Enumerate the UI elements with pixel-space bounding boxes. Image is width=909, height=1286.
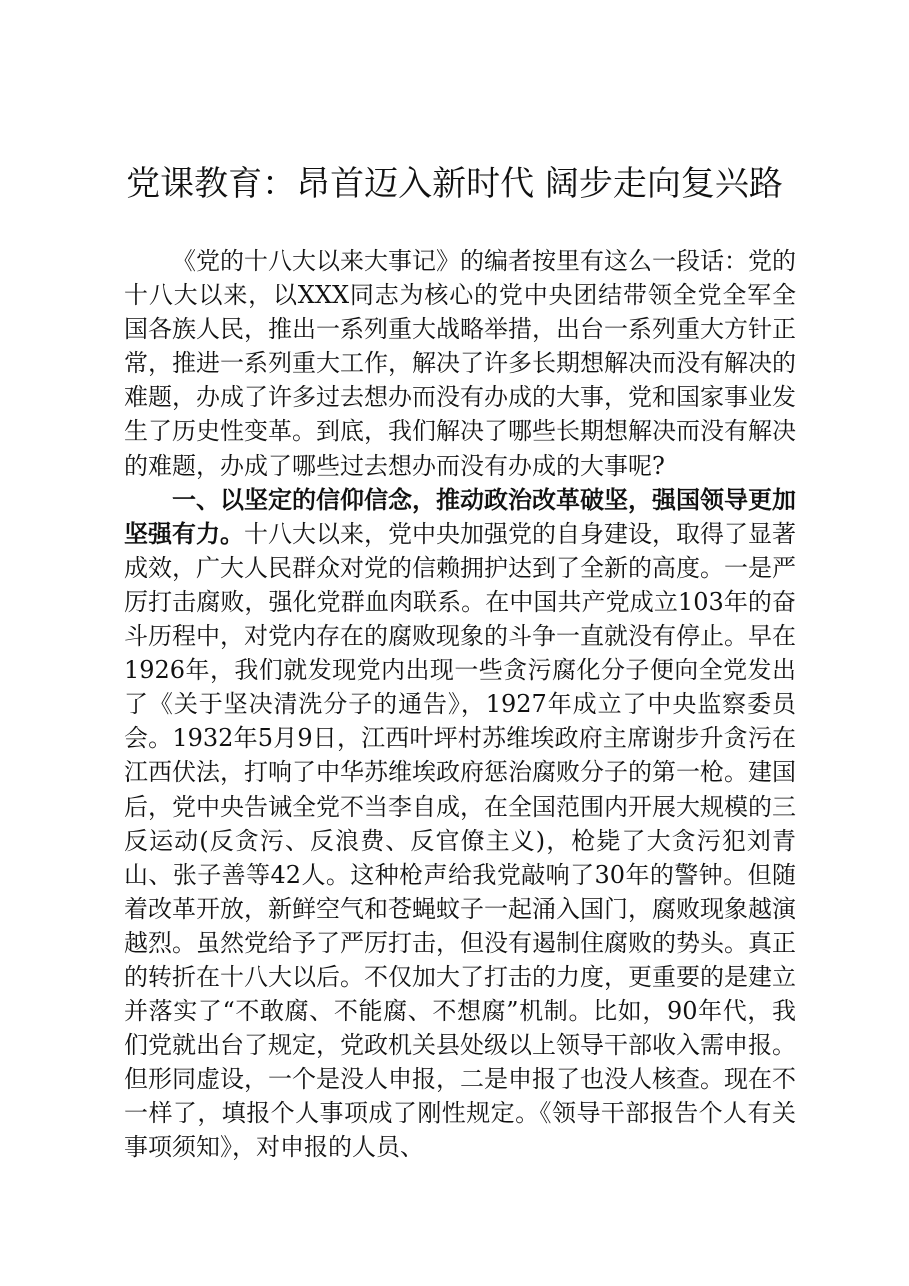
document-body <box>124 244 796 1165</box>
intro-paragraph: 《党的十八大以来大事记》的编者按里有这么一段话：党的十八大以来，以XXX同志为核心的党中央团结带领全党全军全国各族人民，推出一系列重大战略举措，出台一系列重大方针正常，推进一系列重大工作，解决了许多长期想解决而没有解决的难题，办成了许多过去想办而没有办成的大事，党和国家事业发生了历史性变革。到底，我们解决了哪些长期想解决而没有解决的难题，办成了哪些过去想办而没有办成的大事呢? <box>124 247 796 480</box>
section-1-heading: 一、以坚定的信仰信念，推动政治改革破坚，强国领导更加坚强有力。 <box>124 485 796 548</box>
document-title: 党课教育：昂首迈入新时代 阔步走向复兴路 <box>126 164 783 204</box>
section-1-body: 十八大以来，党中央加强党的自身建设，取得了显著成效，广大人民群众对党的信赖拥护达到了全新的高度。一是严厉打击腐败，强化党群血肉联系。在中国共产党成立103年的奋斗历程中，对党内存在的腐败现象的斗争一直就没有停止。早在1926年，我们就发现党内出现一些贪污腐化分子便向全党发出了《关于坚决清洗分子的通告》，1927年成立了中央监察委员会。1932年5月9日，江西叶坪村苏维埃政府主席谢步升贪污在江西伏法，打响了中华苏维埃政府惩治腐败分子的第一枪。建国后，党中央告诫全党不当李自成，在全国范围内开展大规模的三反运动(反贪污、反浪费、反官僚主义)，枪毙了大贪污犯刘青山、张子善等42人。这种枪声给我党敲响了30年的警钟。但随着改革开放，新鲜空气和苍蝇蚊子一起涌入国门，腐败现象越演越烈。虽然党给予了严厉打击，但没有遏制住腐败的势头。真正的转折在十八大以后。不仅加大了打击的力度，更重要的是建立并落实了“不敢腐、不能腐、不想腐”机制。比如，90年代，我们党就出台了规定，党政机关县处级以上领导干部收入需申报。但形同虚设，一个是没人申报，二是申报了也没人核查。现在不一样了，填报个人事项成了刚性规定。《领导干部报告个人有关事项须知》，对申报的人员、 <box>124 519 796 1162</box>
section-1-paragraph <box>124 483 796 1165</box>
